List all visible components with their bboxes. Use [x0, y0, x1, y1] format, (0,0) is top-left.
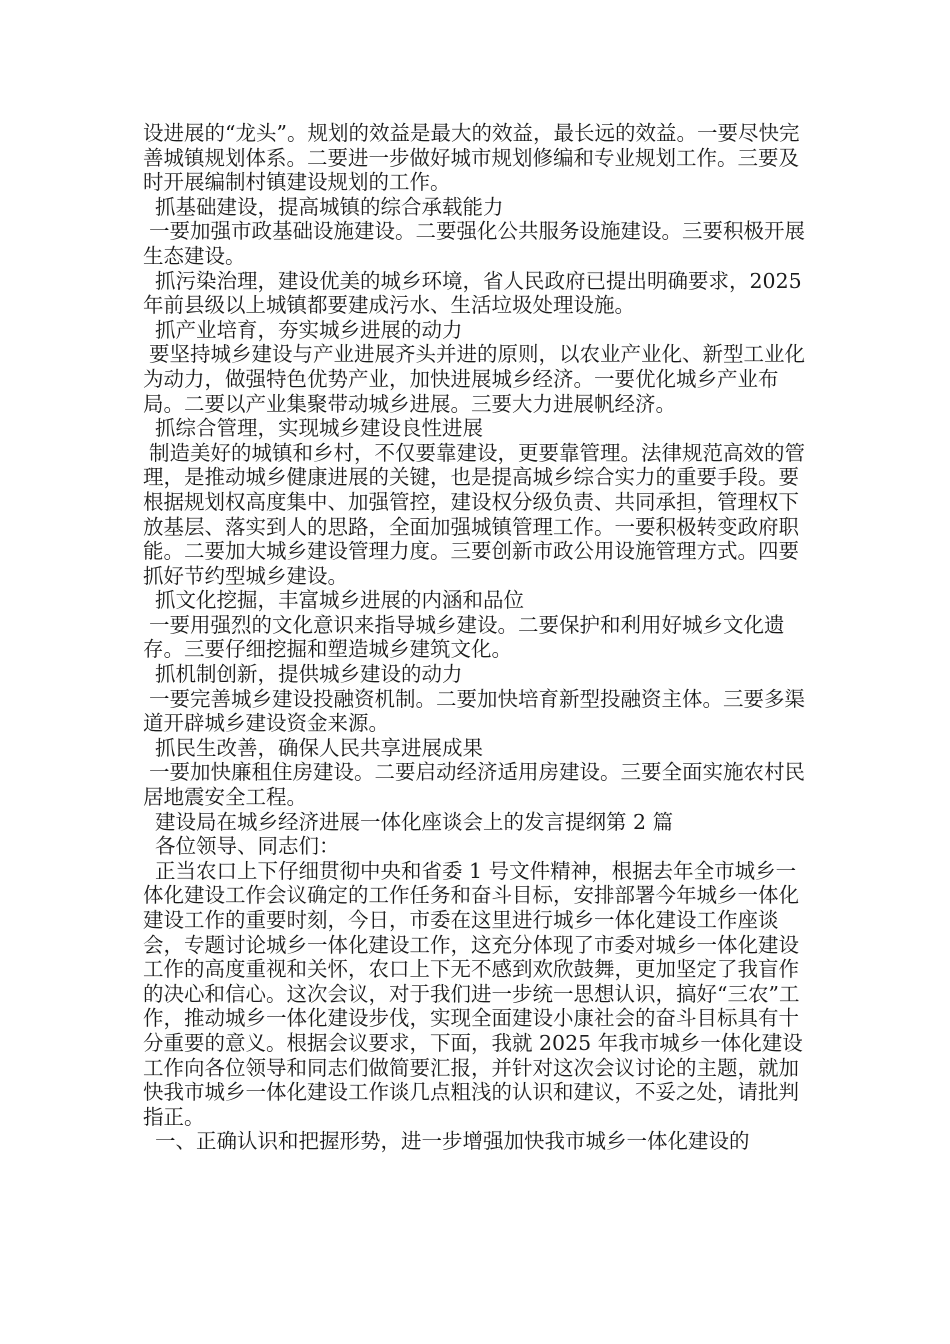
paragraph: 一要用强烈的文化意识来指导城乡建设。二要保护和利用好城乡文化遗存。三要仔细挖掘和塑造城乡建筑文化。 [143, 612, 785, 662]
paragraph: 正当农口上下仔细贯彻中央和省委 1 号文件精神，根据去年全市城乡一体化建设工作会议确定的工作任务和奋斗目标，安排部署今年城乡一体化建设工作的重要时刻，今日，市委在这里进行城乡一体化建设工作座谈会，专题讨论城乡一体化建设工作，这充分体现了市委对城乡一体化建设工作的高度重视和关怀，农口上下无不感到欢欣鼓舞，更加坚定了我盲作的决心和信心。这次会议，对于我们进一步统一思想认识，搞好“三农”工作，推动城乡一体化建设步伐，实现全面建设小康社会的奋斗目标具有十分重要的意义。根据会议要求，下面，我就 2025 年我市城乡一体化建设工作向各位领导和同志们做简要汇报，并针对这次会议讨论的主题，就加快我市城乡一体化建设工作谈几点粗浅的认识和建议，不妥之处，请批判指正。 [143, 858, 803, 1129]
document-body [143, 121, 813, 1154]
paragraph: 要坚持城乡建设与产业进展齐头并进的原则，以农业产业化、新型工业化为动力，做强特色优势产业，加快进展城乡经济。一要优化城乡产业布局。二要以产业集聚带动城乡进展。三要大力进展帆经济。 [143, 342, 805, 416]
section-heading: 抓基础建设，提高城镇的综合承载能力 [155, 194, 504, 219]
paragraph: 一要加强市政基础设施建设。二要强化公共服务设施建设。三要积极开展生态建设。 [143, 219, 805, 268]
section-heading: 抓机制创新，提供城乡建设的动力 [155, 662, 463, 687]
article-title: 建设局在城乡经济进展一体化座谈会上的发言提纲第 2 篇 [155, 809, 674, 834]
section-heading: 一、正确认识和把握形势，进一步增强加快我市城乡一体化建设的 [155, 1129, 750, 1154]
paragraph: 一要完善城乡建设投融资机制。二要加快培育新型投融资主体。三要多渠道开辟城乡建设资金来源。 [143, 686, 805, 736]
section-heading: 抓文化挖掘，丰富城乡进展的内涵和品位 [155, 588, 524, 613]
salutation: 各位领导、同志们： [155, 834, 340, 859]
paragraph: 一要加快廉租住房建设。二要启动经济适用房建设。三要全面实施农村民居地震安全工程。 [143, 760, 805, 810]
section-heading: 抓产业培育，夯实城乡进展的动力 [155, 317, 463, 342]
paragraph: 制造美好的城镇和乡村，不仅要靠建设，更要靠管理。法律规范高效的管理，是推动城乡健康进展的关键，也是提高城乡综合实力的重要手段。要根据规划权高度集中、加强管控，建设权分级负责、共同承担，管理权下放基层、落实到人的思路，全面加强城镇管理工作。一要积极转变政府职能。二要加大城乡建设管理力度。三要创新市政公用设施管理方式。四要抓好节约型城乡建设。 [143, 440, 805, 588]
section-heading: 抓民生改善，确保人民共享进展成果 [155, 735, 483, 760]
paragraph: 设进展的“龙头”。规划的效益是最大的效益，最长远的效益。一要尽快完善城镇规划体系。二要进一步做好城市规划修编和专业规划工作。三要及时开展编制村镇建设规划的工作。 [143, 121, 800, 195]
section-heading: 抓综合管理，实现城乡建设良性进展 [155, 416, 483, 441]
paragraph: 抓污染治理，建设优美的城乡环境，省人民政府已提出明确要求，2025 年前县级以上城镇都要建成污水、生活垃圾处理设施。 [143, 268, 802, 318]
